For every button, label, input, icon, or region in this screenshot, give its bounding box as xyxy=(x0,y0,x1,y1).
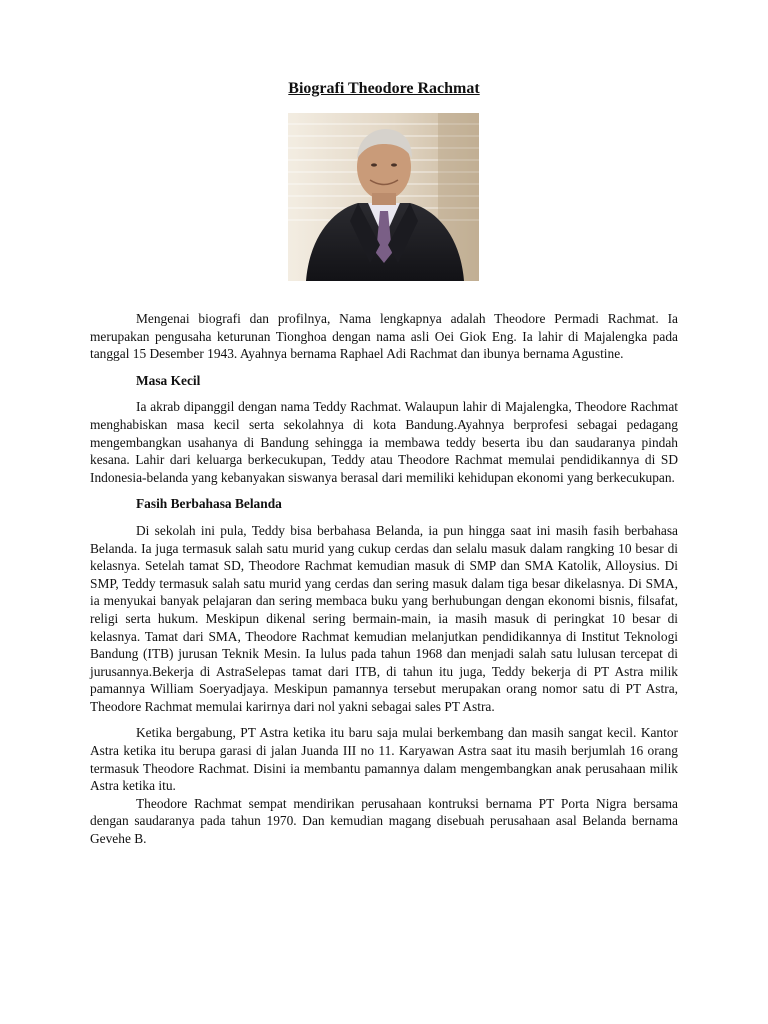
biography-text xyxy=(90,310,678,857)
paragraph-masa-kecil: Ia akrab dipanggil dengan nama Teddy Rachmat. Walaupun lahir di Majalengka, Theodore Rachmat menghabiskan masa kecil serta sekolahnya di kota Bandung.Ayahnya berprofesi sebagai pedagang mengembangkan usahanya di Bandung sehingga ia membawa teddy beserta ibu dan saudaranya pindah kesana. Lahir dari keluarga berkecukupan, Teddy atau Theodore Rachmat memulai pendidikannya di SD Indonesia-belanda yang kebanyakan siswanya berasal dari memiliki kehidupan ekonomi yang berkecukupan. xyxy=(90,399,678,485)
paragraph-porta-nigra: Theodore Rachmat sempat mendirikan perusahaan kontruksi bernama PT Porta Nigra bersama dengan saudaranya pada tahun 1970. Dan kemudian magang disebuah perusahaan asal Belanda bernama Gevehe B. xyxy=(90,795,678,847)
document-title: Biografi Theodore Rachmat xyxy=(288,80,480,97)
heading-masa-kecil: Masa Kecil xyxy=(136,372,201,388)
paragraph-intro: Mengenai biografi dan profilnya, Nama lengkapnya adalah Theodore Permadi Rachmat. Ia merupakan pengusaha keturunan Tionghoa dengan nama asli Oei Giok Eng. Ia lahir di Majalengka pada tanggal 15 Desember 1943. Ayahnya bernama Raphael Adi Rachmat dan ibunya bernama Agustine. xyxy=(90,311,678,362)
heading-fasih: Fasih Berbahasa Belanda xyxy=(136,496,282,512)
paragraph-fasih: Di sekolah ini pula, Teddy bisa berbahasa Belanda, ia pun hingga saat ini masih fasih berbahasa Belanda. Ia juga termasuk salah satu murid yang cukup cerdas dan selalu masuk dalam rangking 10 besar di kelasnya. Setelah tamat SD, Theodore Rachmat kemudian masuk di SMP dan SMA Katolik, Alloysius. Di SMP, Teddy termasuk salah satu murid yang cerdas dan sering masuk dalam tiga besar dikelasnya. Di SMA, ia menyukai banyak pelajaran dan sering membaca buku yang berhubungan dengan ekonomi bisnis, filsafat, religi serta hukum. Meskipun dikenal sering bermain-main, ia masih masuk di peringkat 10 besar di kelasnya. Tamat dari SMA, Theodore Rachmat kemudian melanjutkan pendidikannya di Institut Teknologi Bandung (ITB) jurusan Teknik Mesin. Ia lulus pada tahun 1968 dan menjadi salah satu lulusan tercepat di jurusannya.Bekerja di AstraSelepas tamat dari ITB, di tahun itu juga, Teddy bekerja di PT Astra milik pamannya William Soeryadjaya. Meskipun pamannya tersebut merupakan orang nomor satu di PT Astra, Theodore Rachmat memulai karirnya dari nol yakni sebagai sales PT Astra. xyxy=(90,522,678,714)
portrait-illustration xyxy=(288,113,479,281)
portrait-photo xyxy=(288,113,479,281)
paragraph-bergabung: Ketika bergabung, PT Astra ketika itu baru saja mulai berkembang dan masih sangat kecil. Kantor Astra ketika itu berupa garasi di jalan Juanda III no 11. Karyawan Astra saat itu masih berjumlah 16 orang termasuk Theodore Rachmat. Disini ia membantu pamannya dalam mengembangkan anak perusahaan milik Astra ketika itu. xyxy=(90,725,678,794)
